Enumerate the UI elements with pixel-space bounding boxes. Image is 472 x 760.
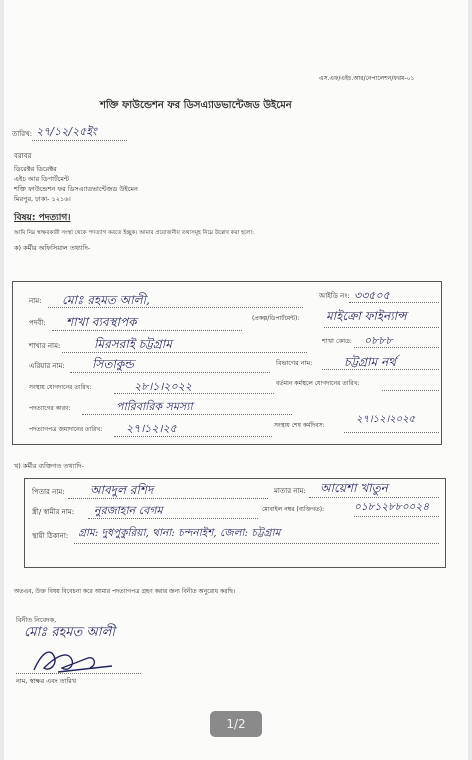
name-label: নাম: (29, 297, 42, 305)
address-label: স্থায়ী ঠিকানা: (32, 532, 69, 540)
designation-label: পদবী: (29, 319, 46, 327)
current-joining-dots (382, 390, 439, 391)
section-a-heading: ক) কর্মীর অফিসিয়াল তথ্যাদি- (14, 244, 91, 252)
designation-dots (52, 330, 242, 331)
program-dots (324, 327, 439, 328)
program-label: (প্রকল্প/ডিপার্টমেন্ট): (252, 315, 300, 322)
address-line-3: শক্তি ফাউন্ডেশন ফর ডিসএ্যাডভান্টেজড উইমেন (14, 185, 138, 193)
joining-dots (114, 393, 274, 394)
branch-code-label: শাখা কোড: (322, 337, 352, 345)
reason-dots (82, 414, 292, 415)
joining-label: সংস্থায় যোগদানের তারিখ: (29, 384, 92, 391)
intro-text: আমি নিম্ন স্বাক্ষরকারী সংস্থা থেকে পদত্যাগ করতে ইচ্ছুক। আমার প্রয়োজনীয় তথ্যসমূহ নিম্নে উল্লেখ করা হলো: (14, 230, 254, 236)
mobile-dots (354, 516, 439, 517)
submit-date-label: পদত্যাগপত্র জমাদানের তারিখ: (29, 426, 103, 433)
division-dots (322, 369, 439, 370)
address-line-1: ডিরেক্টর ডিরেক্টর (14, 165, 57, 173)
date-label: তারিখ: (12, 130, 33, 138)
address-line-2: এইচ আর ডিপার্টমেন্ট (14, 175, 69, 183)
regards-label: বিনীত নিবেদক, (16, 616, 57, 624)
father-value: আবদুল রশিদ (90, 483, 154, 497)
spouse-value: নুরজাহান বেগম (94, 504, 163, 517)
reason-value: পারিবারিক সমস্যা (116, 400, 193, 413)
division-value: চট্টগ্রাম নর্থ (344, 355, 396, 369)
mobile-label: মোবাইল নম্বর (ব্যক্তিগত): (262, 506, 325, 513)
spouse-label: স্ত্রী/ স্বামীর নাম: (32, 508, 75, 516)
section-b-heading: খ) কর্মীর ব্যক্তিগত তথ্যাদি- (14, 462, 84, 470)
branch-code-value: ০৮৮৮ (364, 334, 393, 347)
id-label: আইডি নং: (319, 292, 350, 300)
branch-label: শাখার নাম: (29, 342, 61, 350)
date-dots (32, 140, 127, 141)
document-page (4, 0, 468, 760)
submit-date-dots (114, 436, 272, 437)
subject: বিষয়: পদত্যাগ। (14, 213, 71, 223)
area-value: সিতাকুন্ড (92, 357, 134, 371)
last-day-dots (344, 432, 439, 433)
mobile-value: ০১৮১২৮৮০০২৪ (354, 501, 430, 513)
program-value: মাইক্রো ফাইন্যান্স (326, 309, 407, 323)
father-dots (68, 498, 268, 499)
submit-date-value: ২৭।১২।২৫ (126, 422, 177, 435)
mother-value: আয়েশা খাতুন (320, 481, 388, 495)
page-indicator: 1/2 (210, 711, 262, 737)
last-day-value: ২৭।১২।২০২৫ (356, 414, 416, 425)
area-label: এরিয়ার নাম: (29, 362, 65, 370)
form-code: এস.এফ/এইচ.আর/নেপালেশন/ফরম-০১ (319, 75, 415, 82)
org-title: শক্তি ফাউন্ডেশন ফর ডিসএ্যাডভান্টেজড উইমেন (100, 100, 292, 111)
id-value: ৩৩৫০৫ (354, 289, 390, 302)
signature-footer: নাম, স্বাক্ষর এবং তারিখ (16, 677, 77, 685)
reason-label: পদত্যাগের কারণ: (29, 405, 71, 412)
id-dots (349, 302, 439, 303)
address-value: গ্রাম: দুধপুকুরিয়া, থানা: চন্দনাইশ, জেলা: চট্টগ্রাম (78, 527, 281, 539)
last-day-label: সংস্থায় শেষ কর্মদিবস: (274, 422, 325, 429)
division-label: বিভাগের নাম: (276, 359, 313, 367)
name-dots (48, 307, 303, 308)
address-line-4: মিরপুর, ঢাকা- ১২১৬। (14, 195, 71, 203)
mother-label: মাতার নাম: (274, 487, 306, 495)
branch-code-dots (354, 347, 439, 348)
joining-value: ২৮।১।২০২২ (134, 380, 192, 393)
branch-dots (62, 352, 307, 353)
branch-value: মিরসরাই চট্টগ্রাম (94, 337, 172, 351)
current-joining-label: বর্তমান কর্মস্থলে যোগদানের তারিখ: (276, 380, 360, 387)
father-label: পিতার নাম: (32, 488, 65, 496)
spouse-dots (88, 518, 258, 519)
address-dots (74, 543, 439, 544)
mother-dots (309, 497, 439, 498)
closing-text: অতএব, উক্ত বিষয় বিবেচনা করে আমার পদত্যাগপত্র গ্রহণ করার জন্য বিনীত অনুরোধ করছি। (14, 588, 236, 595)
to-label: বরাবর (14, 152, 32, 160)
signer-name: মোঃ রহমত আলী (24, 625, 115, 640)
name-value: মোঃ রহমত আলী, (62, 293, 150, 307)
signature-dots (16, 673, 141, 674)
designation-value: শাখা ব্যবস্থাপক (66, 315, 137, 329)
date-value: ২৭/১২/২৫ইং (36, 125, 97, 138)
area-dots (70, 372, 270, 373)
